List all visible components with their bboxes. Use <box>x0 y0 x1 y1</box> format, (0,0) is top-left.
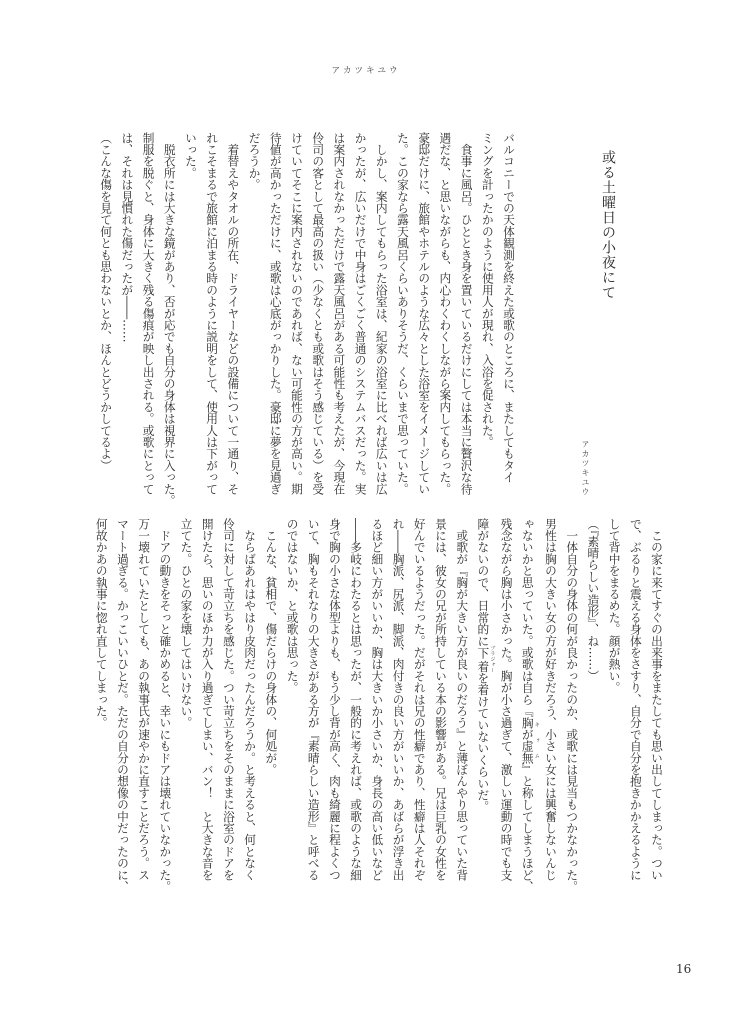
text-column <box>91 518 112 892</box>
body-text-lower <box>91 518 667 892</box>
text-segment: かったが、広いだけで中身はごくごく普通のシステムバスだった。実 <box>353 132 368 495</box>
text-column <box>175 518 196 892</box>
text-column <box>260 518 281 892</box>
text-column <box>154 518 175 892</box>
text-column <box>307 132 328 506</box>
text-column <box>222 132 243 506</box>
text-column <box>243 132 264 506</box>
ruby-annotated-word <box>520 716 540 764</box>
text-segment: れこそまるで旅館に泊まる時のように説明をして、使用人は下がって <box>205 132 220 495</box>
text-segment: （『素晴らしい造形』、ね……） <box>586 518 601 682</box>
ruby-reading: キョム <box>533 716 540 764</box>
text-column <box>328 132 349 506</box>
text-segment: この家に来てすぐの出来事をまたしても思い出してしまった。つい <box>650 518 664 881</box>
text-segment: 待値が高かっただけに、或歌は心底がっかりした。豪邸に夢を見過ぎ <box>268 132 283 495</box>
text-column <box>498 132 519 506</box>
text-column <box>239 518 260 892</box>
text-column <box>477 132 498 506</box>
text-segment: （こんな傷を見て何とも思わないとか、ほんとどうかしてるよ） <box>99 132 114 472</box>
text-segment: 残念ながら胸は小さかった。胸が小さ過ぎて、激しい運動の時でも支 <box>499 518 514 881</box>
text-segment: 万一壊れていたとしても、あの執事氏が速やかに直すことだろう。ス <box>137 518 152 881</box>
text-segment: ゃないかと思っていた。或歌は自ら『 <box>520 518 535 717</box>
text-column <box>371 132 392 506</box>
text-column <box>180 132 201 506</box>
text-column <box>324 518 345 892</box>
text-segment: しかし、案内してもらった浴室は、紀家の浴室に比べれば広いは広 <box>374 132 389 495</box>
text-segment: 遇だな、と思いながらも、内心わくわくしながら案内してもらった。 <box>438 132 453 495</box>
story-author: アカツキユウ <box>581 440 590 497</box>
text-segment: ならばあれはやはり皮肉だったんだろうか。と考えると、何となく <box>243 518 258 881</box>
text-segment: ミングを計ったかのように使用人が現れ、入浴を促された。 <box>480 132 495 448</box>
text-segment: で、ぶるりと震える身体をさすり、自分で自分を抱きかかえるように <box>628 518 643 881</box>
page-number: 16 <box>676 962 692 976</box>
text-segment: 』と称してしまうほど、 <box>520 763 535 893</box>
text-segment: 一体自分の身体の何が良かったのか、或歌には見当もつかなかった。 <box>565 518 580 893</box>
text-column <box>392 132 413 506</box>
text-column <box>561 518 582 892</box>
text-column <box>625 518 646 892</box>
text-segment: 或歌が『胸が大きい方が良いのだろう』と薄ぼんやり思っていた背 <box>455 518 470 881</box>
text-segment: バルコニーでの天体観測を終えた或歌のところに、またしてもタイ <box>502 132 516 483</box>
text-segment: 身で胸の小さな体型よりも、もう少し背が高く、肉も綺麗に程よくつ <box>327 518 342 881</box>
text-segment: して背中をまるめた。顔が熱い。 <box>607 518 622 694</box>
running-header-author: アカツキユウ <box>331 66 401 76</box>
text-segment: マート過ぎる。かっこいいひとだ。ただの自分の想像の中だったのに、 <box>115 518 130 893</box>
text-column <box>159 132 180 506</box>
text-segment: るほど細い方がいいか、胸は大きいか小さいか、身長の高い低いなど <box>370 518 385 881</box>
text-segment: けていてそこに案内されないのであれば、ない可能性の方が高い。期 <box>289 132 304 495</box>
text-segment: のではないか、と或歌は思った。 <box>285 518 300 694</box>
text-column <box>201 132 222 506</box>
text-column <box>133 518 154 892</box>
text-column <box>387 518 408 892</box>
story-title: 或る土曜日の小夜にて <box>600 150 616 300</box>
text-segment: いった。 <box>183 132 198 179</box>
text-segment: 障がないので、日常的に <box>476 518 491 647</box>
text-column <box>430 518 451 892</box>
text-column <box>116 132 137 506</box>
text-segment: いて、胸もそれなりの大きさがある方が『素晴らしい造形』と呼べる <box>306 518 321 881</box>
text-segment: は、それは見慣れた傷だったが――…… <box>120 132 135 343</box>
text-column <box>517 518 540 892</box>
text-segment: ドアの動きをそっと確かめると、幸いにもドアは壊れていなかった。 <box>158 518 173 893</box>
text-segment: 脱衣所には大きな鏡があり、否が応でも自分の身体は視界に入った。 <box>162 132 177 507</box>
text-column <box>455 132 476 506</box>
ruby-reading: ブラジャー <box>489 645 496 674</box>
text-segment: 景には、彼女の兄が所持している本の影響がある。兄は巨乳の女性を <box>433 518 448 881</box>
text-segment: 何故かあの執事に惚れ直してしまった。 <box>94 518 109 729</box>
text-column <box>303 518 324 892</box>
text-column <box>413 132 434 506</box>
ruby-annotated-word <box>476 645 496 674</box>
text-segment: 男性は胸の大きい女の方が好きだろう、小さい女には興奮しないんじ <box>543 518 558 881</box>
text-column <box>366 518 387 892</box>
text-segment: だろうか。 <box>247 132 262 191</box>
text-column <box>281 518 302 892</box>
text-column <box>409 518 430 892</box>
text-segment: 食事に風呂。ひととき身を置いているだけにしては本当に贅沢な待 <box>459 132 474 495</box>
text-column <box>603 518 624 892</box>
text-column <box>646 518 667 892</box>
text-segment: 伶司に対して苛立ちを感じた。つい苛立ちをそのままに浴室のドアを <box>221 518 236 881</box>
body-text-upper <box>95 132 519 506</box>
text-segment: 制服を脱ぐと、身体に大きく残る傷痕が映し出される。或歌にとって <box>141 132 156 495</box>
text-segment: た。この家なら露天風呂くらいありそうだ、くらいまで思っていた。 <box>395 132 410 495</box>
text-column <box>451 518 472 892</box>
text-segment: 豪邸だけに、旅館やホテルのような広々とした浴室をイメージしてい <box>417 132 432 495</box>
ruby-base: 下着 <box>476 645 491 674</box>
text-column <box>349 132 370 506</box>
text-segment: を着けていないくらいだ。 <box>476 672 491 813</box>
text-column <box>286 132 307 506</box>
text-column <box>495 518 516 892</box>
text-column <box>540 518 561 892</box>
text-column <box>137 132 158 506</box>
text-column <box>197 518 218 892</box>
text-segment: は案内されなかっただけで露天風呂がある可能性も考えたが、今現在 <box>332 132 347 495</box>
text-segment: 好んでいるようだった。だがそれは兄の性癖であり、性癖は人それぞ <box>412 518 427 881</box>
text-segment: ――多岐にわたるとは思ったが、一般的に考えれば、或歌のような細 <box>349 518 364 881</box>
text-segment: 立てた。ひとの家を壊してはいけない。 <box>179 518 194 729</box>
text-column <box>434 132 455 506</box>
text-segment: 着替えやタオルの所在、ドライヤーなどの設備について一通り、そ <box>226 132 241 495</box>
text-column <box>218 518 239 892</box>
text-column <box>345 518 366 892</box>
text-column <box>265 132 286 506</box>
text-segment: れ――胸派、尻派、脚派、肉付きの良い方がいいか、あばらが浮き出 <box>391 518 406 881</box>
text-segment: こんな、貧相で、傷だらけの身体の、何処が。 <box>264 518 279 776</box>
text-segment: 開けたら、思いのほか力が入り過ぎてしまい、バン！ と大きな音を <box>200 518 215 881</box>
text-column <box>112 518 133 892</box>
text-column <box>95 132 116 506</box>
text-column <box>472 518 495 892</box>
text-segment: 伶司の客として最高の扱い（少なくとも或歌はそう感じている）を受 <box>311 132 326 495</box>
text-column <box>582 518 603 892</box>
ruby-base: 胸が虚無 <box>520 716 535 764</box>
